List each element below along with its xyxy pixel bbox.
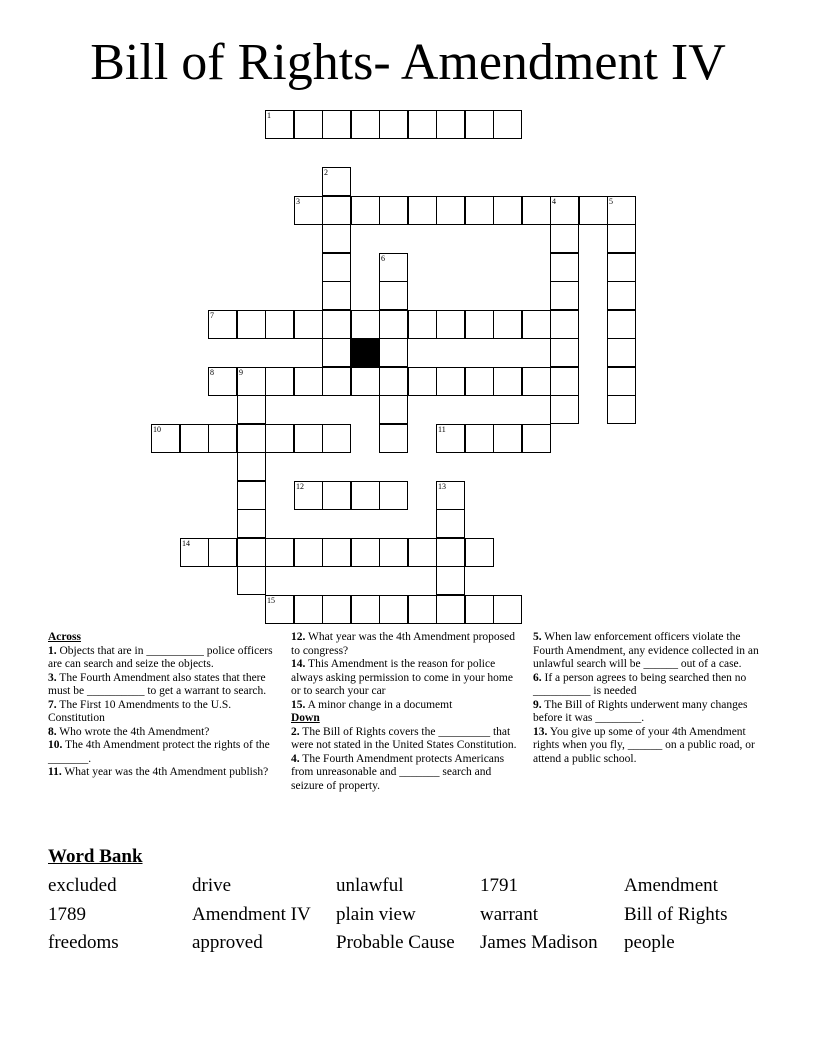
clue-across-14: 14. This Amendment is the reason for police always asking permission to come in your home or to search your car	[291, 658, 513, 697]
grid-cell[interactable]	[294, 310, 323, 339]
grid-cell[interactable]	[408, 196, 437, 225]
grid-cell[interactable]	[322, 338, 351, 367]
grid-cell[interactable]	[322, 110, 351, 139]
clue-number: 4	[552, 197, 556, 206]
grid-cell[interactable]	[237, 481, 266, 510]
grid-cell[interactable]	[351, 481, 380, 510]
word-bank-item: Probable Cause	[336, 932, 455, 953]
clue-down-2: 2. The Bill of Rights covers the _________ that were not stated in the United States Constitution.	[291, 725, 517, 751]
grid-cell[interactable]	[237, 566, 266, 595]
grid-cell[interactable]	[408, 310, 437, 339]
grid-cell[interactable]	[237, 367, 266, 396]
grid-cell[interactable]	[607, 224, 636, 253]
grid-cell[interactable]	[294, 196, 323, 225]
clue-across-8: 8. Who wrote the 4th Amendment?	[48, 725, 210, 738]
grid-cell[interactable]	[579, 196, 608, 225]
grid-cell[interactable]	[436, 509, 465, 538]
grid-cell[interactable]	[607, 338, 636, 367]
word-bank-item: James Madison	[480, 932, 598, 953]
grid-cell[interactable]	[465, 110, 494, 139]
grid-cell[interactable]	[607, 281, 636, 310]
grid-cell[interactable]	[294, 538, 323, 567]
grid-cell[interactable]	[465, 538, 494, 567]
word-bank-item: Amendment	[624, 875, 718, 896]
grid-cell[interactable]	[322, 481, 351, 510]
grid-cell[interactable]	[151, 424, 180, 453]
grid-cell[interactable]	[436, 310, 465, 339]
grid-cell[interactable]	[265, 310, 294, 339]
grid-cell[interactable]	[550, 281, 579, 310]
grid-cell[interactable]	[322, 538, 351, 567]
clue-number: 2	[324, 168, 328, 177]
grid-cell[interactable]	[607, 395, 636, 424]
word-bank-item: Amendment IV	[192, 903, 311, 925]
clue-across-1: 1. Objects that are in __________ police officers are can search and seize the objects.	[48, 644, 273, 670]
clue-number: 3	[296, 197, 300, 206]
word-bank-item: unlawful	[336, 875, 404, 896]
clue-number: 14	[182, 539, 190, 548]
grid-cell[interactable]	[237, 395, 266, 424]
word-bank-item: people	[624, 932, 675, 953]
grid-cell[interactable]	[408, 595, 437, 624]
grid-cell[interactable]	[379, 281, 408, 310]
grid-cell[interactable]	[607, 253, 636, 282]
grid-cell[interactable]	[208, 310, 237, 339]
grid-cell[interactable]	[237, 538, 266, 567]
grid-cell[interactable]	[265, 595, 294, 624]
grid-cell[interactable]	[379, 253, 408, 282]
grid-cell[interactable]	[493, 310, 522, 339]
grid-cell[interactable]	[208, 367, 237, 396]
grid-cell[interactable]	[436, 481, 465, 510]
grid-cell[interactable]	[550, 310, 579, 339]
grid-cell[interactable]	[322, 595, 351, 624]
grid-cell[interactable]	[322, 224, 351, 253]
clues-column-2	[291, 631, 521, 793]
clue-down-5: 5. When law enforcement officers violate the Fourth Amendment, any evidence collected in an unlawful search will be ______ out of a case.	[533, 631, 759, 670]
grid-cell[interactable]	[550, 338, 579, 367]
clue-number: 11	[438, 425, 446, 434]
clue-across-3: 3. The Fourth Amendment also states that there must be __________ to get a warrant to search.	[48, 671, 267, 697]
word-bank-item: plain view	[336, 903, 416, 925]
grid-cell[interactable]	[465, 196, 494, 225]
grid-cell[interactable]	[550, 224, 579, 253]
clue-number: 9	[239, 368, 243, 377]
word-bank-item: 1791	[480, 875, 518, 896]
grid-cell[interactable]	[379, 538, 408, 567]
grid-cell[interactable]	[408, 367, 437, 396]
grid-cell[interactable]	[322, 167, 351, 196]
grid-cell[interactable]	[550, 367, 579, 396]
grid-cell[interactable]	[294, 110, 323, 139]
grid-cell[interactable]	[351, 196, 380, 225]
clues-column-1	[48, 631, 283, 780]
word-bank-item: excluded	[48, 875, 117, 896]
grid-cell[interactable]	[408, 110, 437, 139]
grid-cell[interactable]	[436, 424, 465, 453]
grid-cell[interactable]	[436, 538, 465, 567]
grid-cell[interactable]	[208, 538, 237, 567]
grid-cell[interactable]	[265, 424, 294, 453]
grid-cell[interactable]	[465, 367, 494, 396]
clue-across-10: 10. The 4th Amendment protect the rights of the _______.	[48, 739, 270, 765]
clue-across-15: 15. A minor change in a documemt	[291, 698, 453, 711]
grid-cell[interactable]	[265, 538, 294, 567]
grid-cell[interactable]	[180, 424, 209, 453]
grid-cell[interactable]	[493, 424, 522, 453]
grid-cell[interactable]	[550, 196, 579, 225]
grid-cell[interactable]	[436, 110, 465, 139]
clue-number: 6	[381, 254, 385, 263]
grid-cell[interactable]	[436, 595, 465, 624]
grid-cell[interactable]	[351, 595, 380, 624]
grid-cell[interactable]	[294, 595, 323, 624]
grid-cell[interactable]	[379, 367, 408, 396]
clue-number: 5	[609, 197, 613, 206]
word-bank-item: drive	[192, 875, 232, 896]
grid-cell[interactable]	[493, 367, 522, 396]
clue-down-6: 6. If a person agrees to being searched then no __________ is needed	[533, 671, 747, 697]
grid-cell[interactable]	[522, 196, 551, 225]
grid-cell[interactable]	[465, 310, 494, 339]
grid-cell[interactable]	[379, 595, 408, 624]
clue-down-9: 9. The Bill of Rights underwent many changes before it was ________.	[533, 698, 748, 724]
grid-cell[interactable]	[379, 196, 408, 225]
grid-cell[interactable]	[436, 367, 465, 396]
grid-cell[interactable]	[265, 367, 294, 396]
grid-cell[interactable]	[607, 196, 636, 225]
word-bank-item: warrant	[480, 903, 539, 925]
grid-cell[interactable]	[522, 424, 551, 453]
grid-cell[interactable]	[265, 110, 294, 139]
grid-cell[interactable]	[294, 424, 323, 453]
grid-cell[interactable]	[294, 367, 323, 396]
grid-cell[interactable]	[436, 566, 465, 595]
grid-cell[interactable]	[322, 281, 351, 310]
grid-cell[interactable]	[237, 509, 266, 538]
grid-cell[interactable]	[351, 538, 380, 567]
grid-cell[interactable]	[294, 481, 323, 510]
clue-number: 1	[267, 111, 271, 120]
word-bank-item: Bill of Rights	[624, 903, 728, 925]
clue-number: 15	[267, 596, 275, 605]
grid-cell[interactable]	[379, 424, 408, 453]
clue-down-4: 4. The Fourth Amendment protects Americans from unreasonable and _______ search and seizure of property.	[291, 752, 505, 792]
grid-cell[interactable]	[436, 196, 465, 225]
grid-cell[interactable]	[379, 310, 408, 339]
grid-cell[interactable]	[607, 310, 636, 339]
clue-number: 13	[438, 482, 446, 491]
grid-cell[interactable]	[550, 253, 579, 282]
grid-cell[interactable]	[607, 367, 636, 396]
grid-cell[interactable]	[465, 595, 494, 624]
grid-cell[interactable]	[208, 424, 237, 453]
across-heading: Across	[48, 631, 82, 643]
grid-cell[interactable]	[522, 310, 551, 339]
grid-cell[interactable]	[180, 538, 209, 567]
grid-cell[interactable]	[237, 310, 266, 339]
grid-cell[interactable]	[493, 110, 522, 139]
grid-cell[interactable]	[465, 424, 494, 453]
grid-cell[interactable]	[379, 338, 408, 367]
word-bank-title: Word Bank	[48, 846, 143, 867]
clue-number: 7	[210, 311, 214, 320]
grid-cell[interactable]	[322, 196, 351, 225]
clue-across-7: 7. The First 10 Amendments to the U.S. Constitution	[48, 698, 232, 724]
grid-cell[interactable]	[351, 310, 380, 339]
grid-cell[interactable]	[322, 367, 351, 396]
grid-cell[interactable]	[322, 253, 351, 282]
down-heading: Down	[291, 712, 320, 724]
grid-cell[interactable]	[322, 424, 351, 453]
page-title: Bill of Rights- Amendment IV	[90, 34, 726, 91]
word-bank-item: freedoms	[48, 932, 119, 953]
clue-number: 8	[210, 368, 214, 377]
grid-cell[interactable]	[493, 196, 522, 225]
grid-block	[351, 338, 380, 367]
grid-cell[interactable]	[379, 481, 408, 510]
word-bank-item: approved	[192, 932, 263, 953]
clue-number: 10	[153, 425, 161, 434]
clues-column-3	[533, 631, 773, 766]
grid-cell[interactable]	[379, 395, 408, 424]
clue-down-13: 13. You give up some of your 4th Amendment rights when you fly, ______ on a public road, or attend a public school.	[533, 725, 755, 765]
grid-cell[interactable]	[237, 452, 266, 481]
grid-cell[interactable]	[550, 395, 579, 424]
grid-cell[interactable]	[408, 538, 437, 567]
grid-cell[interactable]	[493, 595, 522, 624]
grid-cell[interactable]	[351, 110, 380, 139]
clue-number: 12	[296, 482, 304, 491]
word-bank-item: 1789	[48, 903, 86, 925]
grid-cell[interactable]	[351, 367, 380, 396]
grid-cell[interactable]	[522, 367, 551, 396]
clue-across-12: 12. What year was the 4th Amendment proposed to congress?	[291, 631, 515, 657]
clue-across-11: 11. What year was the 4th Amendment publish?	[48, 766, 269, 778]
grid-cell[interactable]	[237, 424, 266, 453]
grid-cell[interactable]	[322, 310, 351, 339]
grid-cell[interactable]	[379, 110, 408, 139]
